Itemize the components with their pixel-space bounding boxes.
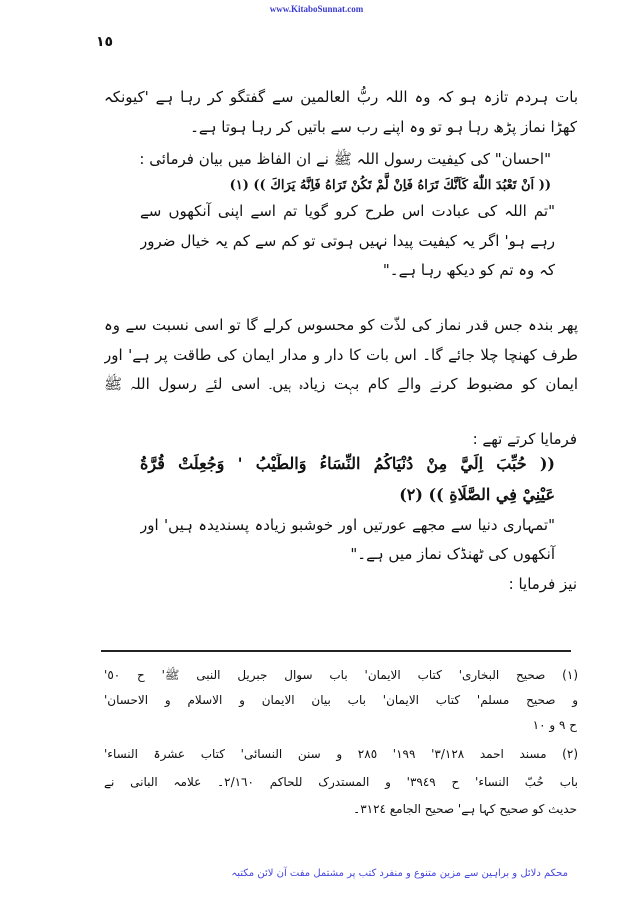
page-number: ١٥ (96, 34, 114, 50)
arabic-hadith: عَيْنِيْ فِي الصَّلَاةِ )) (٢) (399, 485, 555, 504)
body-line: طرف کھنچا چلا جائے گا۔ اس بات کا دار و مدار ایمان کی طاقت پر ہے' اور (104, 346, 578, 364)
translation-line: "تم اللہ کی عبادت اس طرح کرو گویا تم اسے اپنی آنکھوں سے (140, 202, 555, 220)
translation-line: "تمہاری دنیا سے مجھے عورتیں اور خوشبو زیادہ پسندیدہ ہیں' اور (140, 516, 555, 534)
footnote-line: ح ٩ و ١٠ (532, 718, 577, 732)
body-line: کھڑا نماز پڑھ رہا ہو تو وہ اپنے رب سے باتیں کر رہا ہوتا ہے۔ (190, 118, 577, 136)
body-line: فرمایا کرتے تھے : (472, 430, 577, 448)
footnote-line: و صحیح مسلم' کتاب الایمان' باب بیان الایمان و الاسلام و الاحسان' (104, 693, 578, 707)
body-line: ایمان کو مضبوط کرنے والے کام بہت زیادہ ہیں۔ اسی لئے رسول اللہ ﷺ (104, 375, 578, 393)
translation-line: رہے ہو' اگر یہ کیفیت پیدا نہیں ہوتی تو کم سے کم یہ خیال ضرور (140, 232, 555, 250)
translation-line: آنکھوں کی ٹھنڈک نماز میں ہے۔" (350, 545, 555, 563)
footnote-line: (١) صحیح البخاری' کتاب الایمان' باب سوال جبریل النبی ﷺ' ح ٥٠' (104, 668, 578, 682)
body-line: "احسان" کی کیفیت رسول اللہ ﷺ نے ان الفاظ میں بیان فرمائی : (139, 150, 551, 168)
footnote-line: (٢) مسند احمد ٣/١٢٨' ١٩٩' ٢٨٥ و سنن النسائی' کتاب عشرۃ النساء' (104, 747, 578, 761)
website-url[interactable]: www.KitaboSunnat.com (269, 4, 364, 14)
arabic-hadith: (( حُبِّبَ اِلَيَّ مِنْ دُنْيَاكُمُ النِّسَاءُ وَالطِّيْبُ ' وَجُعِلَتْ قُرَّةُ (140, 454, 555, 473)
body-line: نیز فرمایا : (508, 575, 577, 593)
body-line: پھر بندہ جس قدر نماز کی لذّت کو محسوس کرلے گا تو اسی نسبت سے وہ (104, 316, 578, 334)
footnote-line: باب حُبّ النساء' ح ٣٩٤٩' و المستدرک للحاکم ٢/١٦٠۔ علامہ البانی نے (104, 775, 578, 789)
translation-line: کہ وہ تم کو دیکھ رہا ہے۔" (382, 261, 555, 279)
body-line: بات ہردم تازہ ہو کہ وہ اللہ ربُّ العالمین سے گفتگو کر رہا ہے 'کیونکہ (104, 88, 578, 106)
arabic-hadith: (( اَنْ تَعْبُدَ اللّٰهَ كَاَنَّكَ تَرَاهُ فَاِنْ لَّمْ تَكُنْ تَرَاهُ فَاِنَّهُ يَرَاكَ )) (١) (229, 178, 551, 193)
footer-tagline: محکم دلائل و براہین سے مزین متنوع و منفرد کتب پر مشتمل مفت آن لائن مکتبہ (231, 868, 568, 879)
footnote-line: حدیث کو صحیح کہا ہے' صحیح الجامع ٣١٢٤۔ (353, 802, 577, 816)
footnote-divider (101, 650, 571, 652)
